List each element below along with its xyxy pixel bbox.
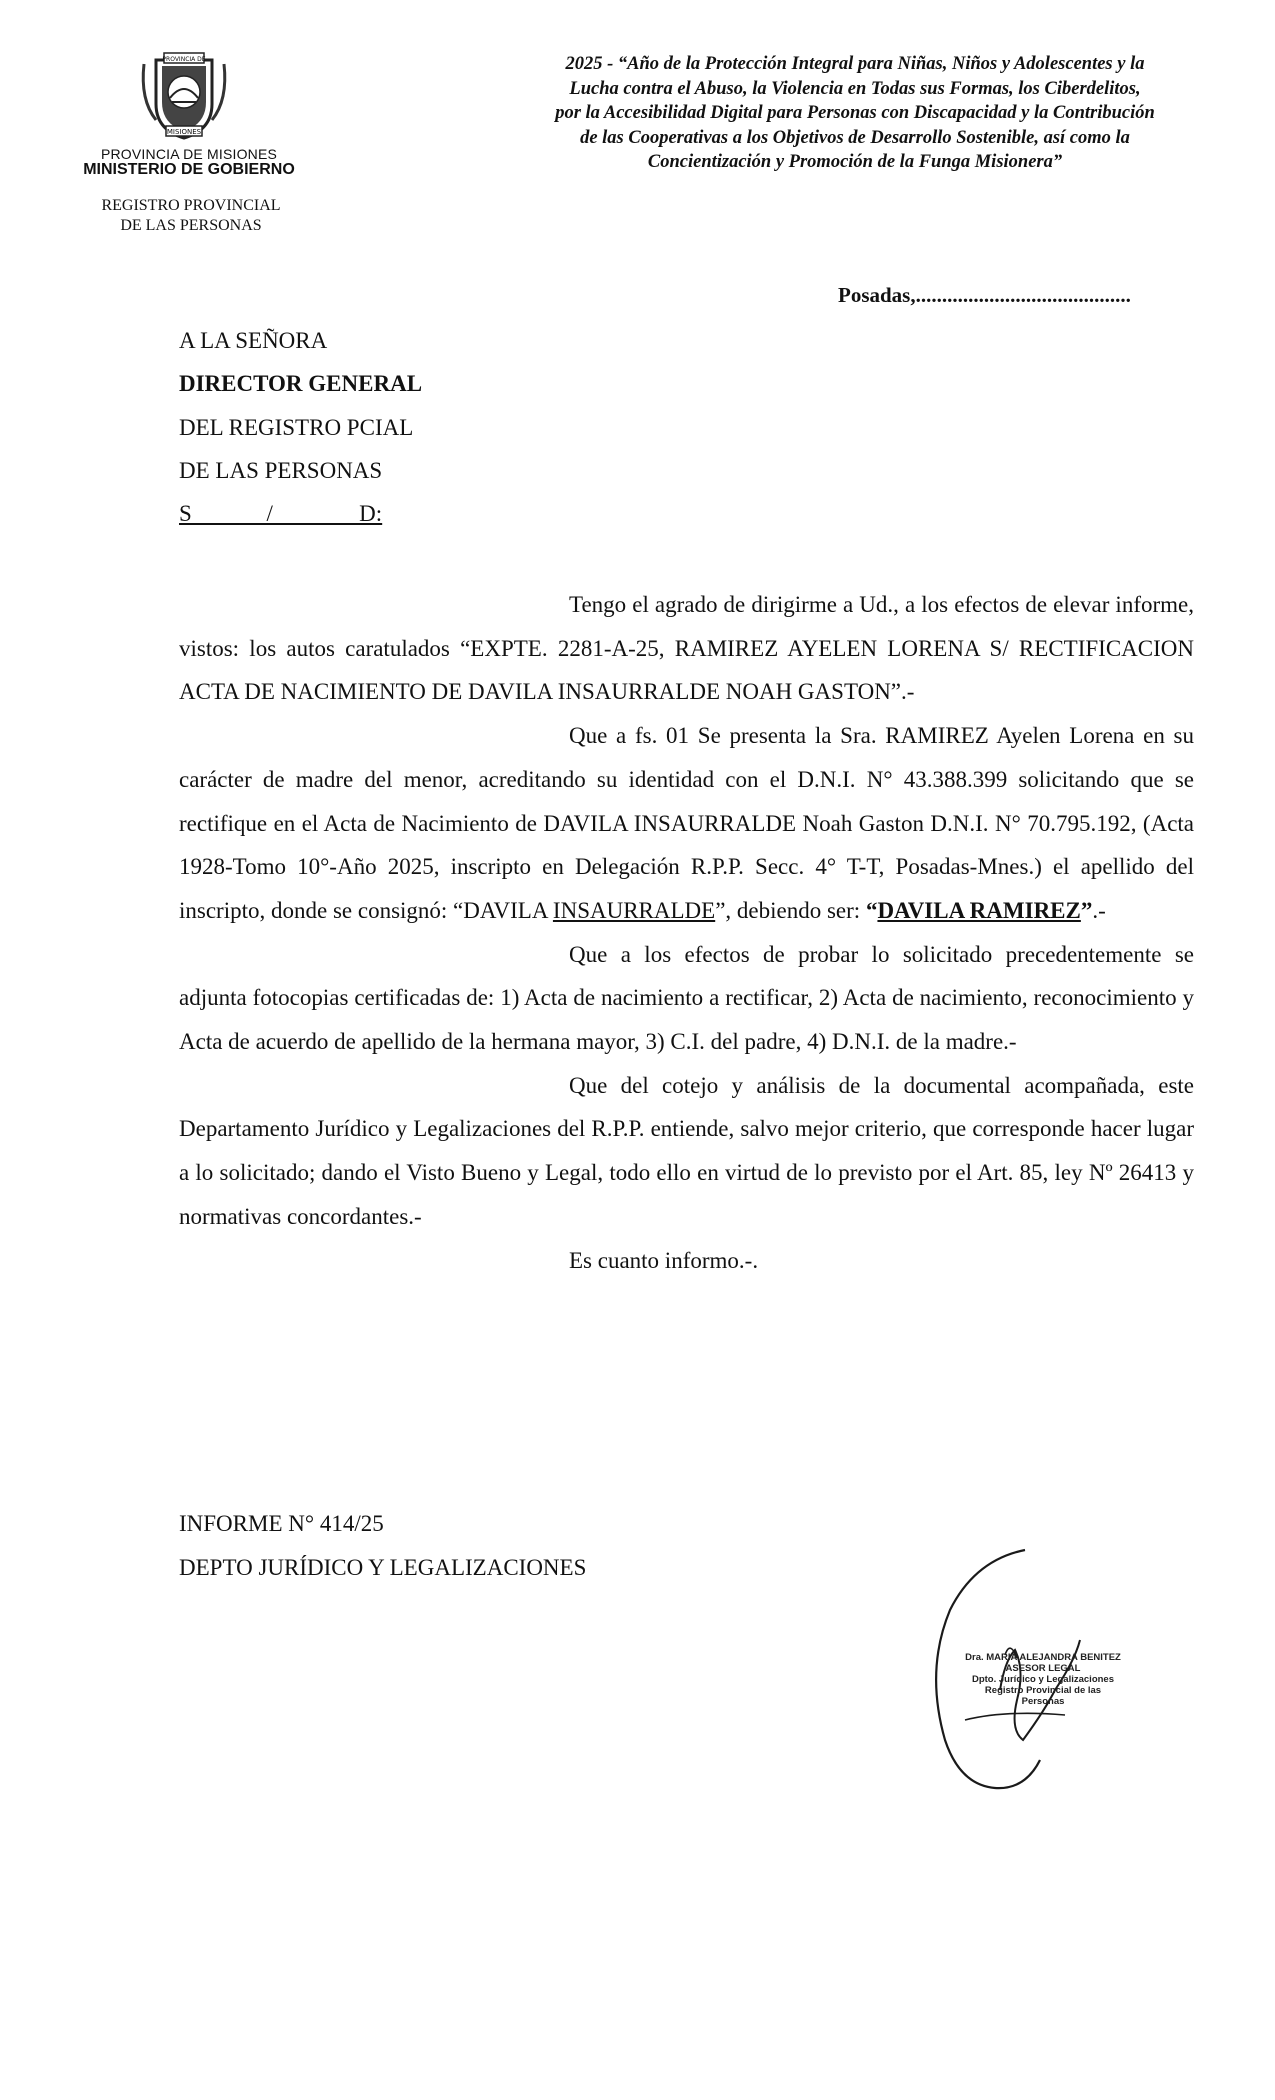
informe-number: INFORME N° 414/25 (179, 1511, 384, 1536)
addressee-line-2: DIRECTOR GENERAL (179, 371, 423, 396)
paragraph-2-bold-open: “ (865, 897, 878, 923)
motto-line-2: Lucha contra el Abuso, la Violencia en Todas sus Formas, los Ciberdelitos, (569, 78, 1141, 99)
crest-text-top: PROVINCIA DE (162, 56, 206, 63)
province-crest-icon (136, 50, 232, 142)
year-motto (500, 52, 1210, 175)
motto-line-5: Concientización y Promoción de la Funga Misionera” (647, 152, 1063, 172)
paragraph-2-underlined: INSAURRALDE (552, 897, 716, 923)
paragraph-1: Tengo el agrado de dirigirme a Ud., a los efectos de elevar informe, vistos: los autos caratulados “EXPTE. 2281-A-25, RAMIREZ AYELEN LORENA S/ RECTIFICACION ACTA DE NACIMIENTO DE DAVILA INSAURRALDE NOAH GASTON”.- (179, 592, 1194, 705)
paragraph-2-new-surname: DAVILA RAMIREZ (877, 897, 1081, 923)
ministry-name: MINISTERIO DE GOBIERNO (83, 161, 295, 178)
informe-department: DEPTO JURÍDICO Y LEGALIZACIONES (179, 1555, 587, 1580)
addressee-line-5: S / D: (179, 501, 383, 526)
paragraph-2-end: .- (1092, 897, 1106, 923)
registry-line-2: DE LAS PERSONAS (120, 217, 262, 234)
paragraph-3: Que a los efectos de probar lo solicitado precedentemente se adjunta fotocopias certificadas de: 1) Acta de nacimiento a rectificar, 2) Acta de nacimiento, reconocimiento y Acta de acuerdo de apellido de la hermana mayor, 3) C.I. del padre, 4) D.N.I. de la madre.- (179, 941, 1194, 1055)
paragraph-5: Es cuanto informo.-. (569, 1247, 759, 1273)
signature-stamp (963, 1652, 1123, 1707)
paragraph-4: Que del cotejo y análisis de la documental acompañada, este Departamento Jurídico y Legalizaciones del R.P.P. entiende, salvo mejor criterio, que corresponde hacer lugar a lo solicitado; dando el Visto Bueno y Legal, todo ello en virtud de lo previsto por el Art. 85, ley Nº 26413 y normativas concordantes.- (179, 1072, 1194, 1229)
stamp-line-1: Dra. MARIA ALEJANDRA BENITEZ (965, 1652, 1121, 1663)
motto-line-1: 2025 - “Año de la Protección Integral para Niñas, Niños y Adolescentes y la (565, 54, 1145, 74)
report-body (179, 583, 1194, 1282)
addressee-line-3: DEL REGISTRO PCIAL (179, 415, 414, 440)
stamp-line-3: Dpto. Jurídico y Legalizaciones (971, 1674, 1114, 1685)
addressee-line-1: A LA SEÑORA (179, 328, 328, 353)
addressee-line-4: DE LAS PERSONAS (179, 458, 383, 483)
motto-line-3: por la Accesibilidad Digital para Personas con Discapacidad y la Contribución (555, 103, 1155, 123)
province-name: PROVINCIA DE MISIONES (100, 146, 278, 162)
stamp-line-2: ASESOR LEGAL (1005, 1663, 1081, 1674)
stamp-line-4: Registro Provincial de las Personas (984, 1685, 1102, 1707)
paragraph-2-text-b: ”, debiendo ser: (715, 897, 866, 923)
paragraph-2-bold-close: ” (1080, 897, 1093, 923)
crest-text-bottom: MISIONES (166, 128, 202, 136)
paragraph-2 (179, 714, 1194, 933)
motto-line-4: de las Cooperativas a los Objetivos de Desarrollo Sostenible, así como la (580, 127, 1130, 148)
place-date: Posadas,......................................... (838, 283, 1131, 307)
informe-block (179, 1502, 586, 1590)
paragraph-2-text-a: Que a fs. 01 Se presenta la Sra. RAMIREZ Ayelen Lorena en su carácter de madre del menor, acreditando su identidad con el D.N.I. N° 43.388.399 solicitando que se rectifique en el Acta de Nacimiento de DAVILA INSAURRALDE Noah Gaston D.N.I. N° 70.795.192, (Acta 1928-Tomo 10°-Año 2025, inscripto en Delegación R.P.P. Secc. 4° T-T, Posadas-Mnes.) el apellido del inscripto, donde se consignó: “DAVILA (179, 723, 1194, 923)
registry-line-1: REGISTRO PROVINCIAL (101, 197, 281, 214)
